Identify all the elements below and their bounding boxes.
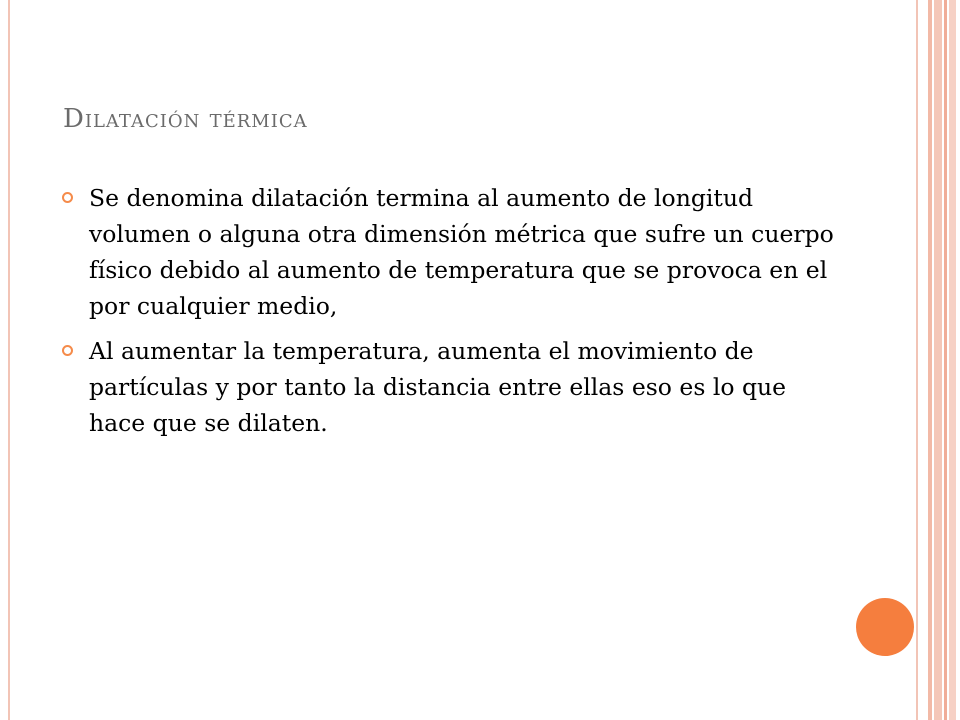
bullet-item [62,333,842,441]
bullet-item [62,180,842,324]
decorative-stripe [944,0,947,720]
bullet-text: Al aumentar la temperatura, aumenta el movimiento de partículas y por tanto la distancia entre ellas eso es lo que hace que se dilaten. [89,337,787,437]
decorative-stripe [949,0,956,720]
bullet-circle-icon [62,192,73,203]
bullet-circle-icon [62,345,73,356]
decorative-stripe [928,0,932,720]
bullet-text: Se denomina dilatación termina al aumento de longitud volumen o alguna otra dimensión métrica que sufre un cuerpo físico debido al aumento de temperatura que se provoca en el por cualquier medio, [89,184,834,320]
decorative-stripe [934,0,942,720]
bullet-list [62,180,842,450]
slide-title: Dilatación térmica [63,104,308,134]
accent-circle-icon [856,598,914,656]
